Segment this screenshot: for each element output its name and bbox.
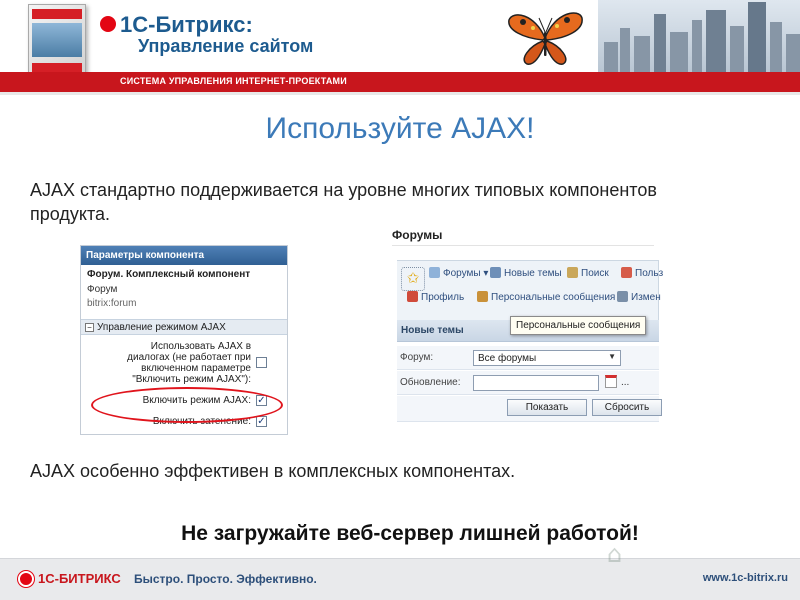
option-shadow-checkbox[interactable]: ✓ bbox=[257, 415, 266, 427]
filter-buttons-row bbox=[397, 396, 659, 422]
show-button[interactable]: Показать bbox=[507, 399, 587, 416]
forums-panel bbox=[392, 222, 664, 444]
butterfly-icon bbox=[505, 8, 585, 70]
forum-select-value: Все форумы bbox=[478, 353, 537, 364]
watermark-icon: ⌂ bbox=[607, 540, 623, 568]
toolbar-change-label: Измен bbox=[631, 292, 661, 303]
bullet-text-2: AJAX особенно эффективен в комплексных компонентах. bbox=[30, 461, 516, 481]
toolbar-search[interactable] bbox=[567, 267, 609, 279]
toolbar-forums-label: Форумы ▾ bbox=[443, 268, 489, 279]
forum-select[interactable] bbox=[473, 350, 621, 366]
chevron-down-icon: ▼ bbox=[608, 352, 616, 361]
messages-icon bbox=[477, 291, 488, 302]
ajax-section-header[interactable] bbox=[81, 319, 287, 335]
update-filter-label: Обновление: bbox=[400, 377, 461, 388]
option-ajax-dialogs bbox=[81, 341, 287, 385]
star-icon[interactable]: ✩ bbox=[401, 267, 425, 291]
brand-subtitle: Управление сайтом bbox=[138, 36, 314, 56]
forums-title: Форумы bbox=[392, 228, 443, 242]
header-banner bbox=[0, 0, 800, 96]
footer-tagline: Быстро. Просто. Эффективно. bbox=[134, 572, 317, 586]
slide-title: Используйте AJAX! bbox=[265, 112, 535, 145]
toolbar-users-label: Польз bbox=[635, 268, 664, 279]
toolbar-profile-label: Профиль bbox=[421, 292, 465, 303]
component-type: Форум bbox=[87, 284, 118, 295]
option-ajax-dialogs-checkbox[interactable] bbox=[256, 357, 267, 368]
new-topics-section: Новые темы bbox=[397, 320, 659, 342]
forum-filter-label: Форум: bbox=[400, 352, 434, 363]
emphasis-text: Не загружайте веб-сервер лишней работой! bbox=[181, 522, 639, 545]
bullet-text-1: AJAX стандартно поддерживается на уровне многих типовых компонентов продукта. bbox=[30, 180, 657, 224]
city-skyline-image bbox=[598, 0, 800, 72]
params-panel-title: Параметры компонента bbox=[81, 246, 287, 265]
component-name: Форум. Комплексный компонент bbox=[87, 269, 251, 280]
highlight-ellipse bbox=[91, 387, 283, 423]
messages-tooltip: Персональные сообщения bbox=[510, 316, 646, 335]
footer-url[interactable]: www.1c-bitrix.ru bbox=[702, 572, 788, 584]
component-id: bitrix:forum bbox=[87, 298, 137, 309]
toolbar-messages[interactable] bbox=[477, 291, 615, 303]
ajax-section-label: Управление режимом AJAX bbox=[97, 322, 226, 333]
update-date-input[interactable] bbox=[473, 375, 599, 391]
forum-filter-row bbox=[397, 346, 659, 370]
users-icon bbox=[621, 267, 632, 278]
footer-logo-icon bbox=[18, 571, 34, 587]
footer bbox=[0, 558, 800, 600]
toolbar-messages-label: Персональные сообщения bbox=[491, 292, 616, 303]
search-icon bbox=[567, 267, 578, 278]
bitrix-logo-icon bbox=[100, 16, 116, 32]
profile-icon bbox=[407, 291, 418, 302]
option-ajax-mode-checkbox[interactable]: ✓ bbox=[257, 394, 266, 406]
date-picker-dots[interactable]: ... bbox=[621, 377, 630, 388]
update-filter-row bbox=[397, 371, 659, 395]
header-tagline-bar bbox=[0, 72, 800, 92]
toolbar-search-label: Поиск bbox=[581, 268, 609, 279]
collapse-toggle-icon[interactable]: − bbox=[85, 323, 94, 332]
toolbar-change[interactable] bbox=[617, 291, 661, 303]
toolbar-profile[interactable] bbox=[407, 291, 464, 303]
calendar-icon[interactable] bbox=[605, 375, 617, 388]
component-info bbox=[81, 265, 287, 309]
change-icon bbox=[617, 291, 628, 302]
forums-icon bbox=[429, 267, 440, 278]
reset-button[interactable]: Сбросить bbox=[592, 399, 662, 416]
header-divider bbox=[0, 92, 800, 95]
toolbar-new-topics-label: Новые темы bbox=[504, 268, 562, 279]
option-ajax-dialogs-label: Использовать AJAX в диалогах (не работает при включенном параметре "Включить режим AJAX"): bbox=[127, 341, 251, 385]
footer-logo: 1С-БИТРИКС bbox=[38, 571, 121, 586]
toolbar-forums[interactable] bbox=[429, 267, 488, 279]
forums-divider bbox=[392, 245, 654, 246]
brand-name: 1С-Битрикс: bbox=[120, 12, 253, 37]
option-shadow-label: Включить затенение: bbox=[152, 416, 251, 427]
option-ajax-mode-label: Включить режим AJAX: bbox=[142, 395, 251, 406]
toolbar-new-topics[interactable] bbox=[490, 267, 562, 279]
header-tagline: СИСТЕМА УПРАВЛЕНИЯ ИНТЕРНЕТ-ПРОЕКТАМИ bbox=[120, 76, 347, 86]
new-topics-icon bbox=[490, 267, 501, 278]
toolbar-users[interactable] bbox=[621, 267, 663, 279]
